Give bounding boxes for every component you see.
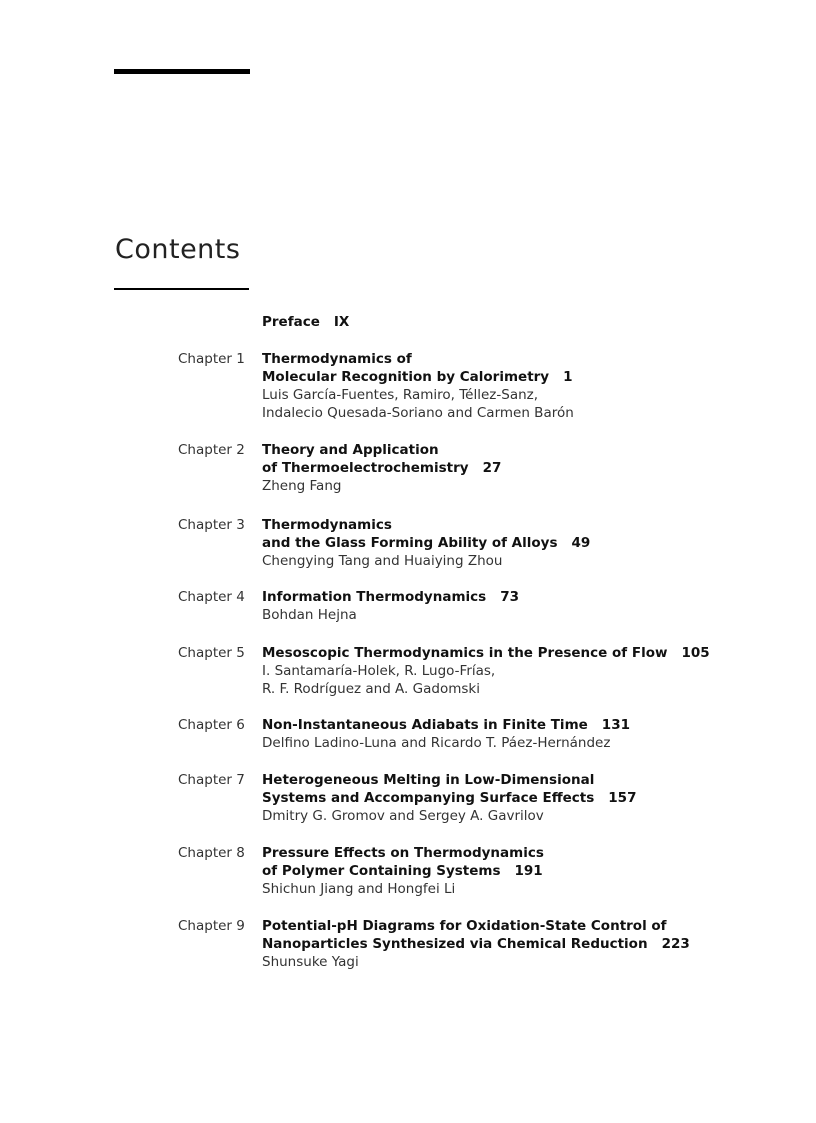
chapter-page-number: 223 bbox=[661, 936, 690, 952]
chapter-title-text: Information Thermodynamics bbox=[262, 589, 487, 605]
chapter-authors: Delfino Ladino-Luna and Ricardo T. Páez-Hernández bbox=[262, 735, 611, 751]
chapter-title-text: Non-Instantaneous Adiabats in Finite Time bbox=[262, 717, 588, 733]
title-underline-rule bbox=[114, 288, 249, 290]
chapter-title-text: Pressure Effects on Thermodynamics bbox=[262, 845, 544, 861]
chapter-title-text: Potential-pH Diagrams for Oxidation-State Control of bbox=[262, 918, 667, 934]
chapter-body bbox=[262, 441, 742, 495]
chapter-page-number: 191 bbox=[514, 863, 543, 879]
chapter-page-number: 157 bbox=[608, 790, 637, 806]
chapter-label: Chapter 2 bbox=[178, 442, 245, 458]
chapter-title-text: Thermodynamics bbox=[262, 517, 392, 533]
chapter-body bbox=[262, 771, 742, 825]
chapter-title-line bbox=[262, 935, 742, 953]
chapter-title-line bbox=[262, 716, 742, 734]
chapter-authors: Bohdan Hejna bbox=[262, 607, 357, 623]
chapter-title-line bbox=[262, 771, 742, 789]
chapter-page-number: 105 bbox=[681, 645, 710, 661]
chapter-title-text: Systems and Accompanying Surface Effects bbox=[262, 790, 595, 806]
chapter-title-line bbox=[262, 789, 742, 807]
chapter-title-text: Thermodynamics of bbox=[262, 351, 412, 367]
chapter-title-text: Heterogeneous Melting in Low-Dimensional bbox=[262, 772, 595, 788]
chapter-page-number: 131 bbox=[601, 717, 630, 733]
chapter-title-text: Mesoscopic Thermodynamics in the Presence of Flow bbox=[262, 645, 668, 661]
chapter-title-text: and the Glass Forming Ability of Alloys bbox=[262, 535, 558, 551]
chapter-authors: R. F. Rodríguez and A. Gadomski bbox=[262, 681, 480, 697]
chapter-authors: Indalecio Quesada-Soriano and Carmen Barón bbox=[262, 405, 574, 421]
chapter-label: Chapter 3 bbox=[178, 517, 245, 533]
chapter-title-line bbox=[262, 644, 742, 662]
chapter-title-line bbox=[262, 516, 742, 534]
chapter-label: Chapter 5 bbox=[178, 645, 245, 661]
chapter-authors: Luis García-Fuentes, Ramiro, Téllez-Sanz, bbox=[262, 387, 539, 403]
chapter-title-text: Theory and Application bbox=[262, 442, 439, 458]
chapter-body bbox=[262, 844, 742, 898]
preface-title-line bbox=[262, 313, 742, 331]
chapter-title-line bbox=[262, 459, 742, 477]
chapter-title-line bbox=[262, 588, 742, 606]
chapter-label: Chapter 9 bbox=[178, 918, 245, 934]
chapter-title-line bbox=[262, 844, 742, 862]
chapter-page-number: 73 bbox=[500, 589, 519, 605]
chapter-title-text: of Polymer Containing Systems bbox=[262, 863, 501, 879]
chapter-label: Chapter 6 bbox=[178, 717, 245, 733]
chapter-body bbox=[262, 716, 742, 752]
chapter-authors: Dmitry G. Gromov and Sergey A. Gavrilov bbox=[262, 808, 544, 824]
top-decorative-rule bbox=[114, 69, 250, 74]
chapter-title-text: of Thermoelectrochemistry bbox=[262, 460, 469, 476]
chapter-label: Chapter 4 bbox=[178, 589, 245, 605]
chapter-authors: Shichun Jiang and Hongfei Li bbox=[262, 881, 456, 897]
chapter-title-line bbox=[262, 441, 742, 459]
chapter-title-line bbox=[262, 350, 742, 368]
chapter-body bbox=[262, 350, 742, 422]
chapter-title-text: Molecular Recognition by Calorimetry bbox=[262, 369, 550, 385]
preface-title: Preface bbox=[262, 314, 320, 330]
chapter-label: Chapter 8 bbox=[178, 845, 245, 861]
page-title: Contents bbox=[115, 234, 241, 265]
chapter-title-line bbox=[262, 917, 742, 935]
chapter-title-text: Nanoparticles Synthesized via Chemical Reduction bbox=[262, 936, 648, 952]
chapter-title-line bbox=[262, 368, 742, 386]
chapter-body bbox=[262, 588, 742, 624]
preface-page: IX bbox=[333, 314, 350, 330]
chapter-title-line bbox=[262, 862, 742, 880]
chapter-authors: Zheng Fang bbox=[262, 478, 342, 494]
chapter-body bbox=[262, 644, 742, 698]
chapter-authors: Shunsuke Yagi bbox=[262, 954, 359, 970]
chapter-authors: Chengying Tang and Huaiying Zhou bbox=[262, 553, 503, 569]
chapter-body bbox=[262, 917, 742, 971]
chapter-page-number: 27 bbox=[482, 460, 502, 476]
chapter-label: Chapter 1 bbox=[178, 351, 245, 367]
chapter-page-number: 1 bbox=[563, 369, 573, 385]
chapter-title-line bbox=[262, 534, 742, 552]
chapter-label: Chapter 7 bbox=[178, 772, 245, 788]
chapter-body bbox=[262, 516, 742, 570]
chapter-authors: I. Santamaría-Holek, R. Lugo-Frías, bbox=[262, 663, 496, 679]
chapter-page-number: 49 bbox=[571, 535, 591, 551]
